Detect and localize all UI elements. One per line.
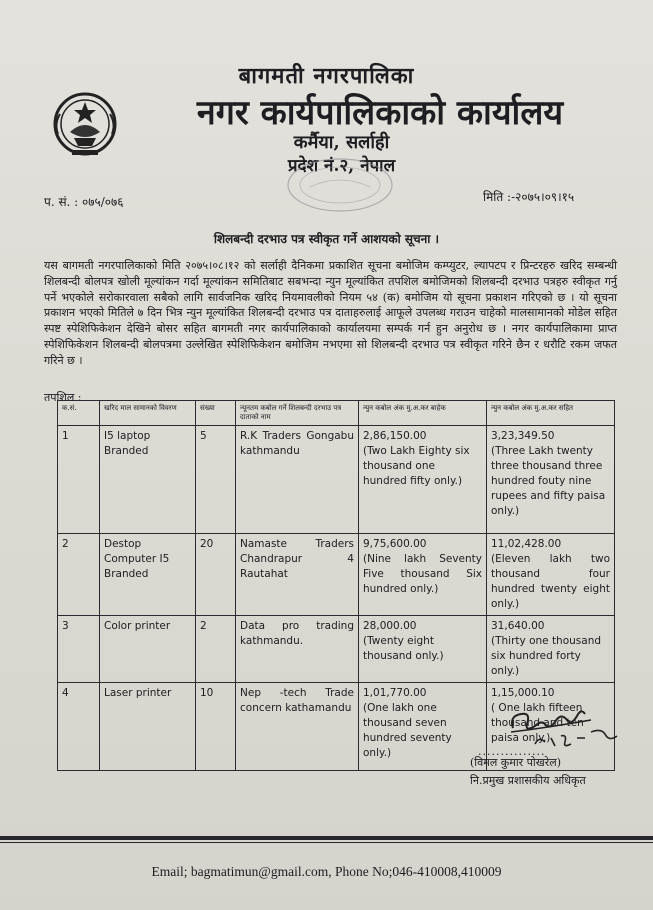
amount: 1,01,770.00 — [363, 687, 427, 699]
amount: 2,86,150.00 — [363, 430, 427, 442]
cell-sn: 3 — [58, 616, 100, 683]
cell-excl-vat — [359, 426, 487, 534]
cell-incl-vat — [487, 426, 615, 534]
cell-vendor: Data pro trading kathmandu. — [236, 616, 359, 683]
cell-qty: 5 — [196, 426, 236, 534]
cell-incl-vat — [487, 616, 615, 683]
header-excl-vat: न्युन कबोल अंक मु.अ.कर बाहेक — [359, 401, 487, 426]
cell-sn: 2 — [58, 534, 100, 616]
amount-words: (Thirty one thousand six hundred forty only.) — [491, 635, 602, 677]
header-sn: क.सं. — [58, 401, 100, 426]
amount-words: (Three Lakh twenty three thousand three hundred fouty nine rupees and fifty paisa only.) — [491, 445, 606, 517]
cell-vendor: Namaste Traders Chandrapur 4 Rautahat — [236, 534, 359, 616]
signatory-name: (विमल कुमार पोखरेल) — [470, 756, 562, 769]
signature-dots: ............... — [478, 745, 546, 758]
table-row — [58, 616, 615, 683]
office-stamp-icon — [285, 155, 395, 215]
cell-qty: 20 — [196, 534, 236, 616]
cell-incl-vat — [487, 534, 615, 616]
date-line: मिति :-२०७५।०९।१५ — [483, 190, 575, 204]
header-vendor: न्यूनतम कबोल गर्ने शिलबन्दी दरभाउ पत्र दाताको नाम — [236, 401, 359, 426]
footer-divider-thick — [0, 836, 653, 840]
cell-item: Color printer — [100, 616, 196, 683]
notice-subject: शिलबन्दी दरभाउ पत्र स्वीकृत गर्ने आशयको सूचना । — [213, 232, 440, 246]
cell-excl-vat — [359, 683, 487, 771]
header-qty: संख्या — [196, 401, 236, 426]
amount-words: (Eleven lakh two thousand four hundred twenty eight only.) — [491, 553, 610, 610]
amount-words: (Nine lakh Seventy Five thousand Six hundred only.) — [363, 553, 482, 595]
cell-sn: 1 — [58, 426, 100, 534]
amount: 31,640.00 — [491, 620, 545, 632]
table-row — [58, 426, 615, 534]
signatory-designation: नि.प्रमुख प्रशासकीय अधिकृत — [470, 774, 586, 787]
office-location: कर्मैया, सर्लाही — [293, 132, 390, 153]
details-label: तपशिल : — [44, 391, 82, 404]
amount: 1,15,000.10 — [491, 687, 555, 699]
municipality-name: बागमती नगरपालिका — [238, 63, 415, 89]
amount-words: (Two Lakh Eighty six thousand one hundred fifty only.) — [363, 445, 470, 487]
cell-excl-vat — [359, 616, 487, 683]
cell-item: Destop Computer I5 Branded — [100, 534, 196, 616]
amount-words: (Twenty eight thousand only.) — [363, 635, 444, 662]
amount-words: (One lakh one thousand seven hundred seventy only.) — [363, 702, 452, 759]
cell-vendor: R.K Traders Gongabu kathmandu — [236, 426, 359, 534]
cell-qty: 2 — [196, 616, 236, 683]
office-title: नगर कार्यपालिकाको कार्यालय — [196, 93, 564, 133]
cell-vendor: Nep -tech Trade concern kathamandu — [236, 683, 359, 771]
table-row — [58, 534, 615, 616]
header-incl-vat: न्युन कबोल अंक मु.अ.कर सहित — [487, 401, 615, 426]
amount: 11,02,428.00 — [491, 538, 562, 550]
amount: 28,000.00 — [363, 620, 417, 632]
cell-sn: 4 — [58, 683, 100, 771]
province-line: प्रदेश नं.२, नेपाल — [287, 156, 396, 176]
cell-excl-vat — [359, 534, 487, 616]
reference-number: प. सं. : ०७५/०७६ — [44, 195, 124, 209]
header-item: खरिद माल सामानको विवरण — [100, 401, 196, 426]
footer-divider-thin — [0, 842, 653, 843]
cell-item: Laser printer — [100, 683, 196, 771]
amount: 3,23,349.50 — [491, 430, 555, 442]
amount: 9,75,600.00 — [363, 538, 427, 550]
table-header-row — [58, 401, 615, 426]
cell-item: I5 laptop Branded — [100, 426, 196, 534]
cell-qty: 10 — [196, 683, 236, 771]
notice-body: यस बागमती नगरपालिकाको मिति २०७५।०८।१२ को सर्लाही दैनिकमा प्रकाशित सूचना बमोजिम कम्प्युटर, ल्यापटप र प्रिन्टरहरु खरिद सम्बन्धी शिलबन्दी बोलपत्र खोली मूल्यांकन गर्दा मूल्यांकन समितिबाट सबभन्दा न्युन मूल्यांकित तपशिल बमोजिमको शिलबन्दी दरभाउ पत्रहरु स्वीकृत गर्नु पर्ने भएकोले सरोकारवाला सबैको लागि सार्वजनिक खरिद नियमावलीको नियम ५४ (क) बमोजिम यो सूचना प्रकाशन गरिएको छ । यो सूचना प्रकाशन भएको मितिले ७ दिन भित्र न्युन मूल्यांकित शिलबन्दी दरभाउ पत्र दाताहरुलाई आफूले उपलब्ध गराउन चाहेको मालसामानको मोडेल सहित स्पष्ट स्पेशिफिकेशन देखिने बोसर सहित बागमती नगर कार्यपालिकाको कार्यालयमा सम्पर्क गर्न हुन अनुरोध छ । नगर कार्यपालिकामा प्राप्त स्पेशिफिकेशन शिलबन्दी बोलपत्रमा उल्लेखित स्पेशिफिकेशन बमोजिम नभएमा सो शिलबन्दी दरभाउ पत्र स्वीकृत गरिने छैन र धरौटि रकम जफत गरिने छ । — [44, 259, 617, 367]
footer-contact: Email; bagmatimun@gmail.com, Phone No;046-410008,410009 — [151, 864, 502, 879]
amount-words: ( One lakh fifteen thousand and ten paisa only.) — [491, 702, 584, 744]
